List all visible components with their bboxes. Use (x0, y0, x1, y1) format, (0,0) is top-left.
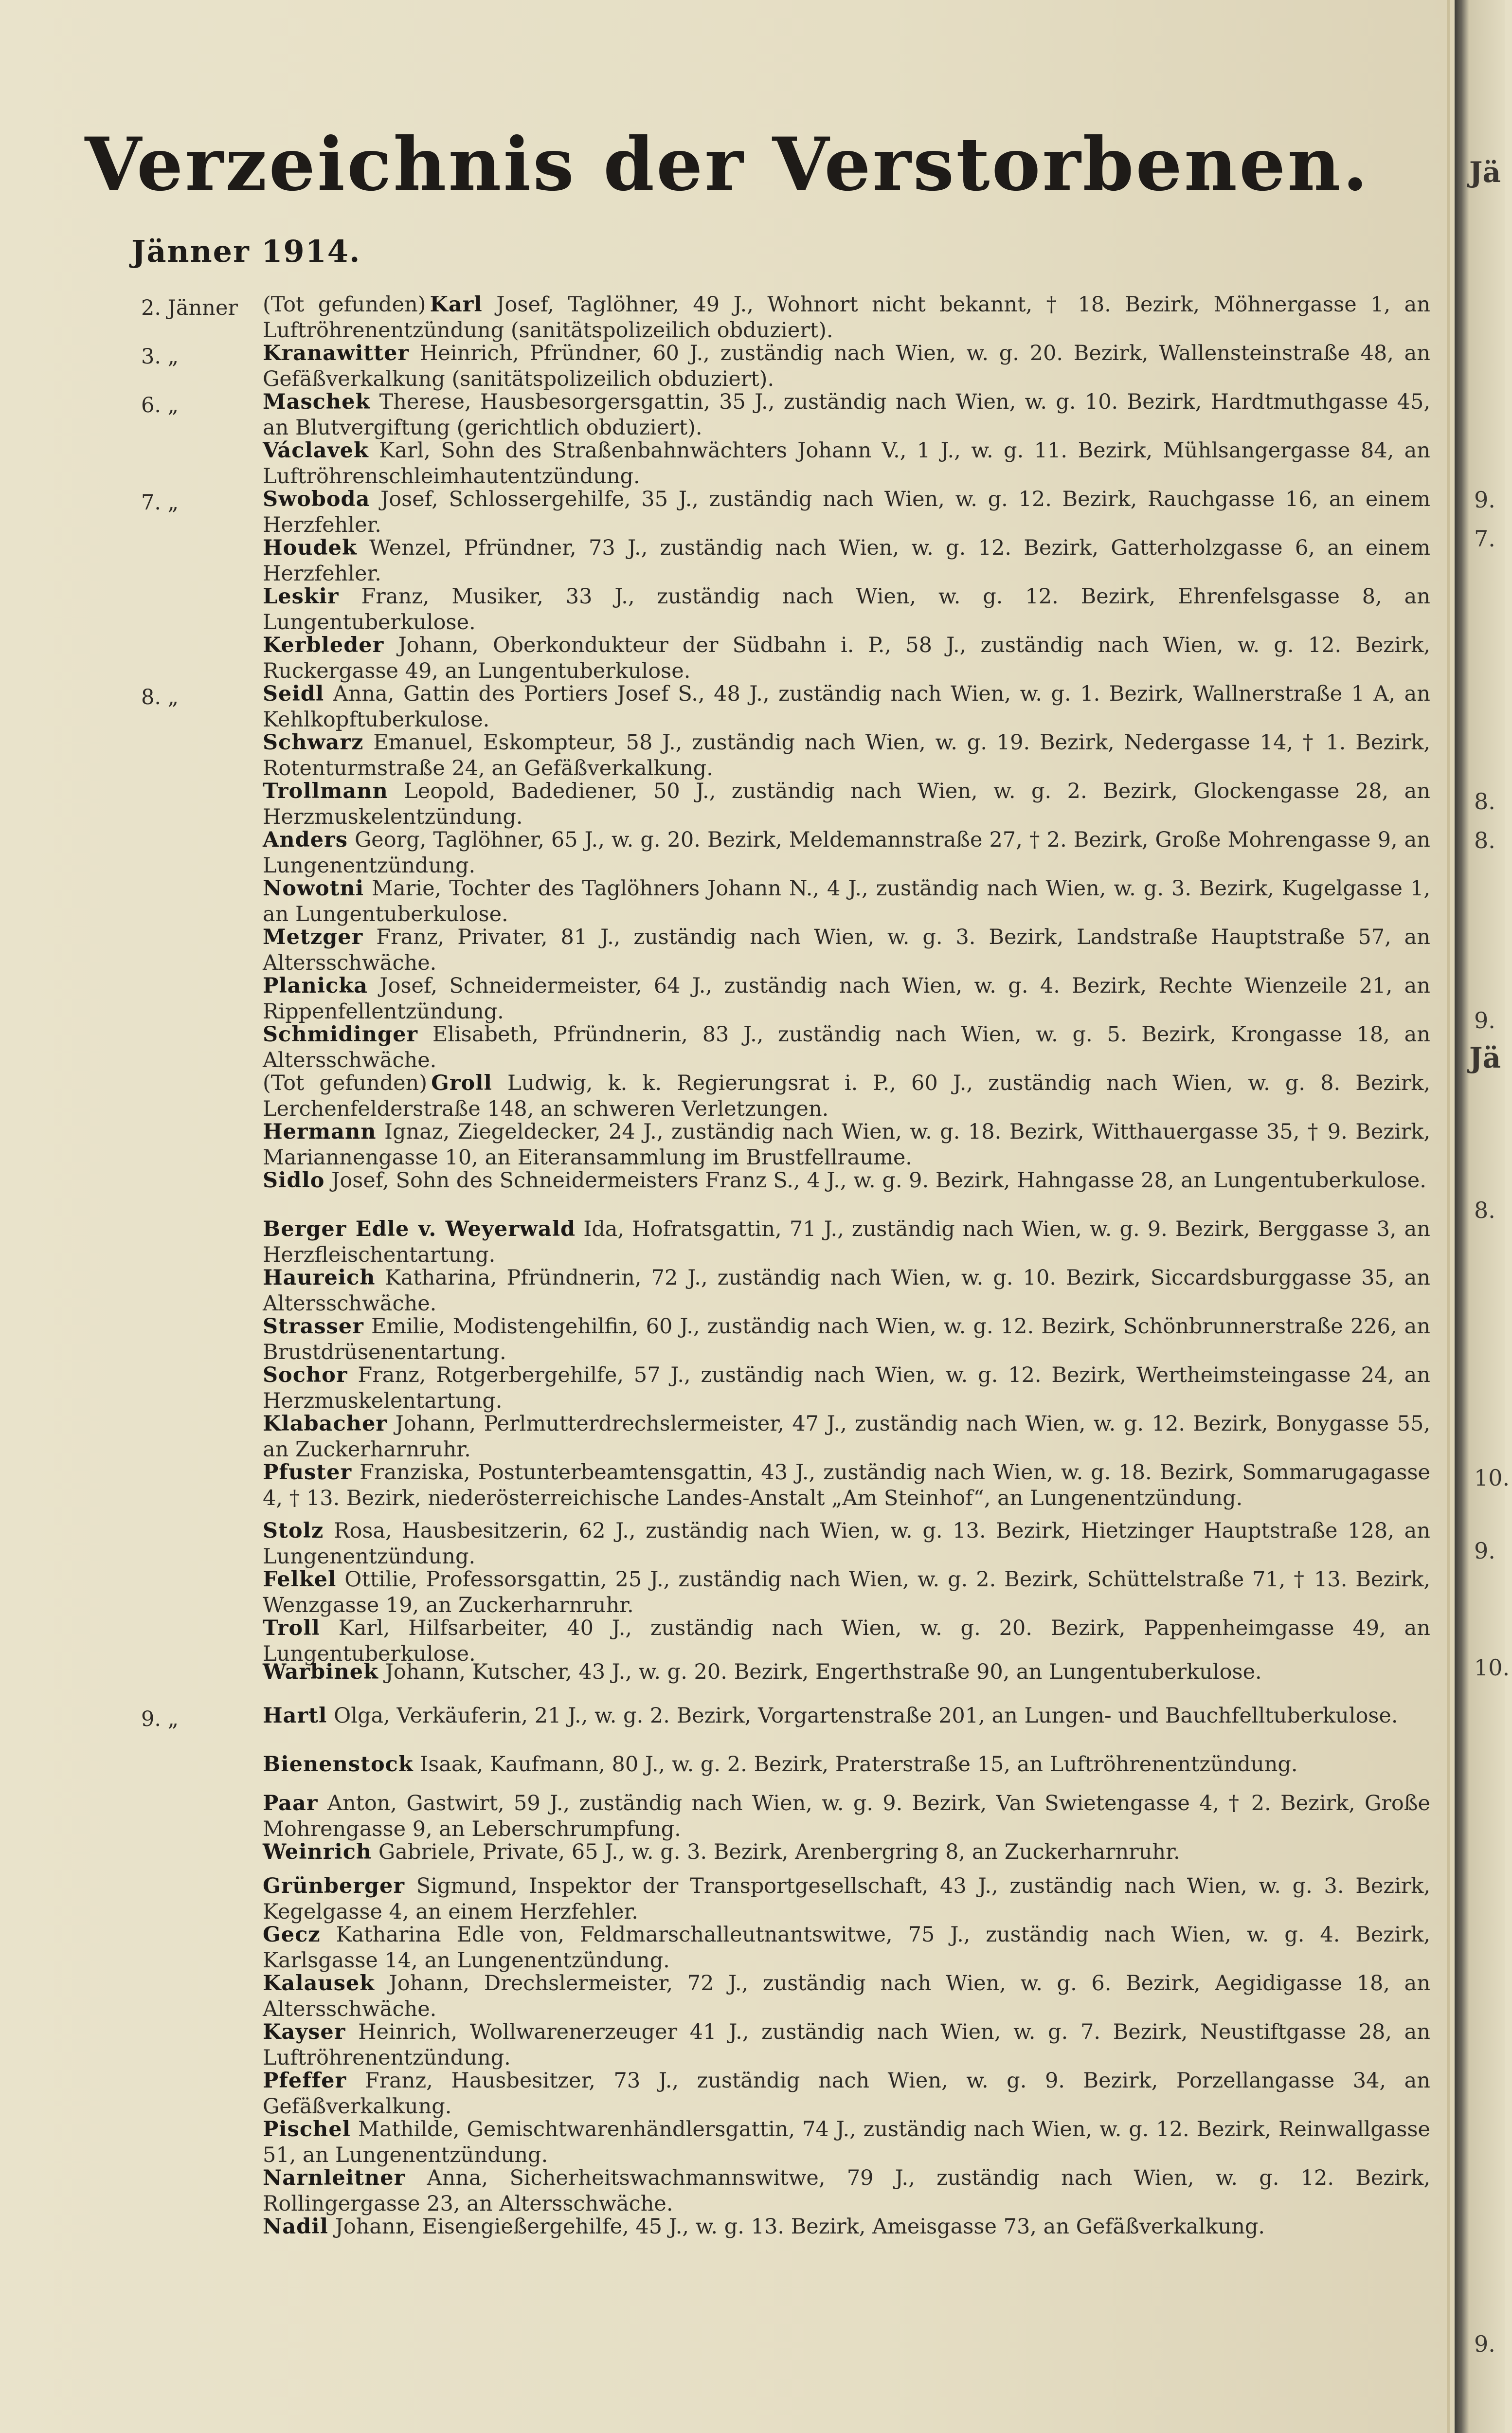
entry-details: Elisabeth, Pfründnerin, 83 J., zuständig nach Wien, w. g. 5. Bezirk, Krongasse 18, an Altersschwäche. (263, 1022, 1430, 1072)
entry-surname: Anders (263, 828, 348, 852)
entry-body (263, 535, 1430, 587)
entry-details: Heinrich, Pfründner, 60 J., zuständig nach Wien, w. g. 20. Bezirk, Wallensteinstraße 48, an Gefäßverkalkung (sanitätspolizeilich obduziert). (263, 341, 1430, 391)
entry-body (263, 389, 1430, 441)
entry-details: Gabriele, Private, 65 J., w. g. 3. Bezirk, Arenbergring 8, an Zuckerharnruhr. (378, 1840, 1180, 1864)
entry-body (263, 1460, 1430, 1511)
register-entry (0, 1411, 1455, 1465)
register-entry (0, 876, 1455, 929)
entry-surname: Karl (430, 292, 483, 317)
register-entry (0, 584, 1455, 637)
entry-body (263, 1873, 1430, 1925)
entry-details: Josef, Schneidermeister, 64 J., zuständig nach Wien, w. g. 4. Bezirk, Rechte Wienzeile 21, an Rippenfellentzündung. (263, 974, 1430, 1024)
entry-details: Johann, Perlmutterdrechslermeister, 47 J., zuständig nach Wien, w. g. 12. Bezirk, Bonygasse 55, an Zuckerharnruhr. (263, 1412, 1431, 1462)
entry-surname: Pischel (263, 2117, 351, 2142)
adjacent-page-fragment: 8. (1474, 788, 1495, 815)
entry-surname: Metzger (263, 925, 363, 949)
entry-surname: Kerbleder (263, 633, 384, 657)
entry-body (263, 1839, 1430, 1865)
entry-details: Katharina, Pfründnerin, 72 J., zuständig nach Wien, w. g. 10. Bezirk, Siccardsburggasse 35, an Altersschwäche. (263, 1266, 1430, 1316)
register-entry (0, 1922, 1455, 1976)
entry-details: Therese, Hausbesorgersgattin, 35 J., zuständig nach Wien, w. g. 10. Bezirk, Hardtmuthgasse 45, an Blutvergiftung (gerichtlich obduziert). (263, 390, 1431, 440)
entry-body (263, 827, 1430, 879)
entry-body (263, 2019, 1430, 2071)
entry-details: Franz, Rotgerbergehilfe, 57 J., zuständig nach Wien, w. g. 12. Bezirk, Wertheimsteingasse 24, an Herzmuskelentartung. (263, 1363, 1431, 1413)
register-entry (0, 2165, 1455, 2219)
register-entry (0, 1022, 1455, 1075)
entry-surname: Houdek (263, 536, 357, 560)
entry-details: Johann, Drechslermeister, 72 J., zuständig nach Wien, w. g. 6. Bezirk, Aegidigasse 18, an Altersschwäche. (263, 1971, 1431, 2021)
entry-details: Ludwig, k. k. Regierungsrat i. P., 60 J., zuständig nach Wien, w. g. 8. Bezirk, Lerchenfelderstraße 148, an schweren Verletzungen. (263, 1071, 1430, 1121)
entry-date: 3. „ (141, 345, 179, 369)
entry-details: Johann, Oberkondukteur der Südbahn i. P., 58 J., zuständig nach Wien, w. g. 12. Bezirk, Ruckergasse 49, an Lungentuberkulose. (263, 633, 1430, 683)
entry-details: Anna, Gattin des Portiers Josef S., 48 J., zuständig nach Wien, w. g. 1. Bezirk, Wallnerstraße 1 A, an Kehlkopftuberkulose. (263, 682, 1431, 732)
entry-details: Sigmund, Inspektor der Transportgesellschaft, 43 J., zuständig nach Wien, w. g. 3. Bezirk, Kegelgasse 4, an einem Herzfehler. (263, 1874, 1431, 1924)
entry-surname: Troll (263, 1616, 320, 1640)
entry-surname: Schmidinger (263, 1022, 418, 1047)
entry-body (263, 1752, 1430, 1778)
entry-details: Ida, Hofratsgattin, 71 J., zuständig nach Wien, w. g. 9. Bezirk, Berggasse 3, an Herzfleischentartung. (263, 1217, 1430, 1267)
entry-body (263, 681, 1430, 733)
entry-surname: Groll (431, 1071, 492, 1095)
register-entry (0, 2214, 1455, 2268)
register-entry (0, 730, 1455, 783)
entry-surname: Berger Edle v. Weyerwald (263, 1217, 576, 1241)
entry-body (263, 1791, 1430, 1842)
adjacent-page-fragment: 8. (1474, 1197, 1495, 1223)
entry-surname: Klabacher (263, 1412, 387, 1436)
entry-surname: Nadil (263, 2215, 328, 2239)
entry-details: Marie, Tochter des Taglöhners Johann N., 4 J., zuständig nach Wien, w. g. 3. Bezirk, Kugelgasse 1, an Lungentuberkulose. (263, 876, 1431, 926)
register-entry (0, 1460, 1455, 1513)
entry-surname: Weinrich (263, 1840, 372, 1864)
entry-details: Josef, Sohn des Schneidermeisters Franz S., 4 J., w. g. 9. Bezirk, Hahngasse 28, an Lungentuberkulose. (331, 1168, 1426, 1193)
month-heading: Jänner 1914. (131, 234, 361, 269)
entry-body (263, 1659, 1430, 1685)
register-entry (0, 438, 1455, 491)
entry-body (263, 584, 1430, 635)
entry-body (263, 1922, 1430, 1974)
entry-body (263, 1703, 1430, 1729)
entry-body (263, 487, 1430, 538)
entry-body (263, 2165, 1430, 2217)
entry-body (263, 779, 1430, 830)
entry-body (263, 730, 1430, 781)
register-entry (0, 1791, 1455, 1844)
entry-details: Franz, Hausbesitzer, 73 J., zuständig nach Wien, w. g. 9. Bezirk, Porzellangasse 34, an Gefäßverkalkung. (263, 2069, 1430, 2119)
adjacent-page-fragment: 9. (1474, 2331, 1495, 2357)
entry-details: Emilie, Modistengehilfin, 60 J., zuständig nach Wien, w. g. 12. Bezirk, Schönbrunnerstraße 226, an Brustdrüsenentartung. (263, 1314, 1431, 1364)
entry-details: Franz, Privater, 81 J., zuständig nach Wien, w. g. 3. Bezirk, Landstraße Hauptstraße 57, an Altersschwäche. (263, 925, 1430, 975)
entry-surname: Planicka (263, 974, 368, 998)
entry-surname: Strasser (263, 1314, 364, 1339)
entry-surname: Stolz (263, 1519, 324, 1543)
entry-body (263, 1362, 1430, 1414)
entry-surname: Sochor (263, 1363, 348, 1387)
register-entry (0, 1873, 1455, 1927)
register-entry (0, 1971, 1455, 2024)
entry-body (263, 1314, 1430, 1365)
register-entry (0, 973, 1455, 1027)
register-entry (0, 779, 1455, 832)
entry-body (263, 633, 1430, 684)
register-entry (0, 1168, 1455, 1221)
register-entry (0, 1119, 1455, 1173)
entry-details: Franz, Musiker, 33 J., zuständig nach Wien, w. g. 12. Bezirk, Ehrenfelsgasse 8, an Lungentuberkulose. (263, 584, 1430, 635)
adjacent-page-fragment: 9. (1474, 487, 1495, 513)
register-entry (0, 1567, 1455, 1620)
register-entry (0, 389, 1455, 443)
register-entry (0, 1703, 1455, 1757)
entry-details: Wenzel, Pfründner, 73 J., zuständig nach Wien, w. g. 12. Bezirk, Gatterholzgasse 6, an einem Herzfehler. (263, 536, 1431, 586)
entry-body (263, 341, 1430, 392)
entry-surname: Gecz (263, 1923, 321, 1947)
entry-note: (Tot gefunden) (263, 292, 426, 317)
entry-details: Rosa, Hausbesitzerin, 62 J., zuständig nach Wien, w. g. 13. Bezirk, Hietzinger Hauptstraße 128, an Lungenentzündung. (263, 1519, 1430, 1569)
register-entry (0, 1216, 1455, 1270)
entry-body (263, 1071, 1430, 1122)
register-entry (0, 292, 1455, 345)
entry-details: Anna, Sicherheitswachmannswitwe, 79 J., zuständig nach Wien, w. g. 12. Bezirk, Rollingergasse 23, an Altersschwäche. (263, 2166, 1430, 2216)
register-entry (0, 2068, 1455, 2122)
entry-body (263, 1119, 1430, 1171)
entry-surname: Warbinek (263, 1660, 378, 1684)
entry-surname: Bienenstock (263, 1752, 414, 1777)
entry-details: Heinrich, Wollwarenerzeuger 41 J., zuständig nach Wien, w. g. 7. Bezirk, Neustiftgasse 28, an Luftröhrenentzündung. (263, 2020, 1430, 2070)
page-edge (1447, 0, 1450, 2433)
entry-details: Georg, Taglöhner, 65 J., w. g. 20. Bezirk, Meldemannstraße 27, † 2. Bezirk, Große Mohrengasse 9, an Lungenentzündung. (263, 828, 1431, 878)
entry-details: Olga, Verkäuferin, 21 J., w. g. 2. Bezirk, Vorgartenstraße 201, an Lungen- und Bauchfelltuberkulose. (334, 1704, 1398, 1728)
entry-details: Isaak, Kaufmann, 80 J., w. g. 2. Bezirk, Praterstraße 15, an Luftröhrenentzündung. (420, 1752, 1298, 1777)
page-title: Verzeichnis der Verstorbenen. (85, 122, 1370, 207)
register-entry (0, 1071, 1455, 1124)
entry-surname: Pfuster (263, 1460, 352, 1485)
entry-surname: Seidl (263, 682, 324, 706)
register-entry (0, 535, 1455, 589)
entry-details: Ottilie, Professorsgattin, 25 J., zuständig nach Wien, w. g. 2. Bezirk, Schüttelstraße 71, † 13. Bezirk, Wenzgasse 19, an Zuckerharnruhr. (263, 1567, 1431, 1617)
entry-surname: Haureich (263, 1266, 376, 1290)
register-entry (0, 1265, 1455, 1319)
entry-surname: Narnleitner (263, 2166, 406, 2190)
entry-surname: Trollmann (263, 779, 388, 803)
entry-note: (Tot gefunden) (263, 1071, 428, 1095)
entry-surname: Nowotni (263, 876, 364, 901)
adjacent-page-fragment: 9. (1474, 1538, 1495, 1564)
entry-surname: Leskir (263, 584, 339, 609)
entry-body (263, 438, 1430, 490)
register-entry (0, 681, 1455, 735)
adjacent-page-fragment: 7. (1474, 526, 1495, 552)
entry-body (263, 1022, 1430, 1073)
adjacent-page-fragment: 8. (1474, 827, 1495, 853)
adjacent-page-fragment: 10. (1474, 1654, 1510, 1681)
entry-date: 6. „ (141, 393, 179, 418)
entry-surname: Swoboda (263, 487, 370, 511)
entry-body (263, 973, 1430, 1025)
entry-date: 7. „ (141, 490, 179, 515)
entry-details: Johann, Eisengießergehilfe, 45 J., w. g. 13. Bezirk, Ameisgasse 73, an Gefäßverkalkung. (335, 2215, 1265, 2239)
entry-details: Josef, Schlossergehilfe, 35 J., zuständig nach Wien, w. g. 12. Bezirk, Rauchgasse 16, an einem Herzfehler. (263, 487, 1430, 537)
entry-date: 8. „ (141, 685, 179, 709)
entry-surname: Grünberger (263, 1874, 405, 1898)
register-entry (0, 1362, 1455, 1416)
register-entry (0, 633, 1455, 686)
entry-surname: Kranawitter (263, 341, 410, 365)
entry-body (263, 1567, 1430, 1618)
entry-details: Josef, Taglöhner, 49 J., Wohnort nicht bekannt, † 18. Bezirk, Möhnergasse 1, an Luftröhrenentzündung (sanitätspolizeilich obduziert). (263, 292, 1430, 343)
entry-surname: Paar (263, 1791, 318, 1816)
entry-details: Mathilde, Gemischtwarenhändlersgattin, 74 J., zuständig nach Wien, w. g. 12. Bezirk, Reinwallgasse 51, an Lungenentzündung. (263, 2117, 1431, 2167)
register-entry (0, 2117, 1455, 2170)
adjacent-page-fragment: Jä (1469, 156, 1501, 189)
entry-surname: Felkel (263, 1567, 337, 1592)
register-entry (0, 827, 1455, 881)
adjacent-page-fragment: 10. (1474, 1465, 1510, 1491)
entry-surname: Hartl (263, 1704, 327, 1728)
entry-body (263, 2068, 1430, 2120)
entry-body (263, 1518, 1430, 1570)
register-entry (0, 487, 1455, 540)
adjacent-page-strip (1455, 0, 1510, 2433)
entry-surname: Kayser (263, 2020, 346, 2044)
entry-surname: Václavek (263, 438, 369, 463)
entry-details: Emanuel, Eskompteur, 58 J., zuständig nach Wien, w. g. 19. Bezirk, Nedergasse 14, † 1. Bezirk, Rotenturmstraße 24, an Gefäßverkalkung. (263, 730, 1430, 781)
entry-surname: Sidlo (263, 1168, 325, 1193)
entry-body (263, 292, 1430, 344)
register-entry (0, 341, 1455, 394)
entry-details: Franziska, Postunterbeamtensgattin, 43 J., zuständig nach Wien, w. g. 18. Bezirk, Sommarugagasse 4, † 13. Bezirk, niederösterreichische Landes-Anstalt „Am Steinhof“, an Lungenentzündung. (263, 1460, 1430, 1510)
entry-date: 9. „ (141, 1707, 179, 1731)
entry-details: Anton, Gastwirt, 59 J., zuständig nach Wien, w. g. 9. Bezirk, Van Swietengasse 4, † 2. Bezirk, Große Mohrengasse 9, an Leberschrumpfung. (263, 1791, 1430, 1841)
entry-body (263, 876, 1430, 927)
entry-details: Johann, Kutscher, 43 J., w. g. 20. Bezirk, Engerthstraße 90, an Lungentuberkulose. (385, 1660, 1262, 1684)
entry-body (263, 1168, 1430, 1194)
entry-details: Karl, Hilfsarbeiter, 40 J., zuständig nach Wien, w. g. 20. Bezirk, Pappenheimgasse 49, an Lungentuberkulose. (263, 1616, 1430, 1666)
entry-surname: Hermann (263, 1120, 377, 1144)
entry-surname: Schwarz (263, 730, 364, 755)
entry-body (263, 2214, 1430, 2240)
entry-body (263, 1411, 1430, 1463)
entry-surname: Pfeffer (263, 2069, 347, 2093)
entry-body (263, 1971, 1430, 2022)
entry-surname: Maschek (263, 390, 371, 414)
register-entry (0, 1314, 1455, 1367)
entry-details: Ignaz, Ziegeldecker, 24 J., zuständig nach Wien, w. g. 18. Bezirk, Witthauergasse 35, † 9. Bezirk, Mariannengasse 10, an Eiteransammlung im Brustfellraume. (263, 1120, 1431, 1170)
entry-details: Katharina Edle von, Feldmarschalleutnantswitwe, 75 J., zuständig nach Wien, w. g. 4. Bezirk, Karlsgasse 14, an Lungenentzündung. (263, 1923, 1430, 1973)
entry-body (263, 925, 1430, 976)
register-entry (0, 1518, 1455, 1572)
entry-body (263, 1216, 1430, 1268)
entry-details: Leopold, Badediener, 50 J., zuständig nach Wien, w. g. 2. Bezirk, Glockengasse 28, an Herzmuskelentzündung. (263, 779, 1430, 829)
entry-date: 2. Jänner (141, 296, 238, 320)
entry-body (263, 2117, 1430, 2168)
adjacent-page-fragment: 9. (1474, 1007, 1495, 1034)
adjacent-page-fragment: Jä (1469, 1041, 1501, 1074)
entry-details: Karl, Sohn des Straßenbahnwächters Johann V., 1 J., w. g. 11. Bezirk, Mühlsangergasse 84, an Luftröhrenschleimhautentzündung. (263, 438, 1431, 489)
entry-body (263, 1265, 1430, 1317)
entry-surname: Kalausek (263, 1971, 375, 1996)
register-entry (0, 2019, 1455, 2073)
register-entry (0, 925, 1455, 978)
